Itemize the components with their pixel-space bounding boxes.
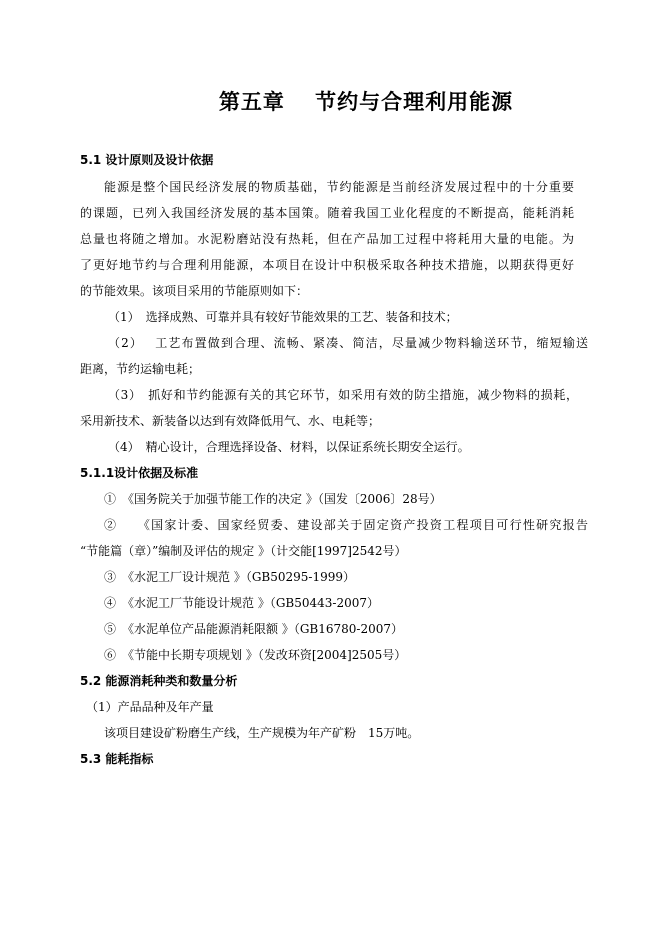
principle-item-3: （3） 抓好和节约能源有关的其它环节，如采用有效的防尘措施，减少物料的损耗， — [108, 388, 578, 402]
principle-item-4: （4） 精心设计，合理选择设备、材料，以保证系统长期安全运行。 — [108, 440, 470, 454]
principle-item-2: （2） 工艺布置做到合理、流畅、紧凑、简洁，尽量减少物料输送环节，缩短输送 — [108, 336, 588, 350]
principle-item-1: （1） 选择成熟、可靠并具有较好节能效果的工艺、装备和技术； — [108, 310, 458, 324]
paragraph-line: 的节能效果。该项目采用的节能原则如下： — [80, 284, 309, 298]
principle-item-2-cont: 距离，节约运输电耗； — [80, 362, 201, 376]
reference-item-2: ② 《国家计委、国家经贸委、建设部关于固定资产投资工程项目可行性研究报告 — [104, 518, 588, 532]
subsection-label: （1）产品品种及年产量 — [86, 700, 214, 714]
section-heading-5-2: 5.2 能源消耗种类和数量分析 — [80, 674, 238, 688]
reference-item-5: ⑤ 《水泥单位产品能源消耗限额 》（GB16780-2007） — [104, 622, 403, 636]
section-heading-5-3: 5.3 能耗指标 — [80, 752, 154, 766]
paragraph-line: 该项目建设矿粉磨生产线，生产规模为年产矿粉 15万吨。 — [104, 726, 420, 740]
reference-item-1: ① 《国务院关于加强节能工作的决定 》（国发〔2006〕28号） — [104, 492, 442, 506]
reference-item-4: ④ 《水泥工厂节能设计规范 》（GB50443-2007） — [104, 596, 379, 610]
reference-item-2-cont: “节能篇（章）”编制及评估的规定 》（计交能[1997]2542号） — [80, 544, 407, 558]
reference-item-3: ③ 《水泥工厂设计规范 》（GB50295-1999） — [104, 570, 355, 584]
paragraph-line: 的课题，已列入我国经济发展的基本国策。随着我国工业化程度的不断提高，能耗消耗 — [80, 206, 574, 220]
section-heading-5-1-1: 5.1.1设计依据及标准 — [80, 466, 199, 480]
reference-item-6: ⑥ 《节能中长期专项规划 》（发改环资[2004]2505号） — [104, 648, 407, 662]
paragraph-line: 能源是整个国民经济发展的物质基础，节约能源是当前经济发展过程中的十分重要 — [104, 180, 574, 194]
section-heading-5-1: 5.1 设计原则及设计依据 — [80, 153, 214, 167]
paragraph-line: 总量也将随之增加。水泥粉磨站没有热耗，但在产品加工过程中将耗用大量的电能。为 — [80, 232, 574, 246]
paragraph-line: 了更好地节约与合理利用能源，本项目在设计中积极采取各种技术措施，以期获得更好 — [80, 258, 574, 272]
principle-item-3-cont: 采用新技术、新装备以达到有效降低用气、水、电耗等； — [80, 414, 381, 428]
chapter-title: 第五章 节约与合理利用能源 — [218, 89, 514, 114]
